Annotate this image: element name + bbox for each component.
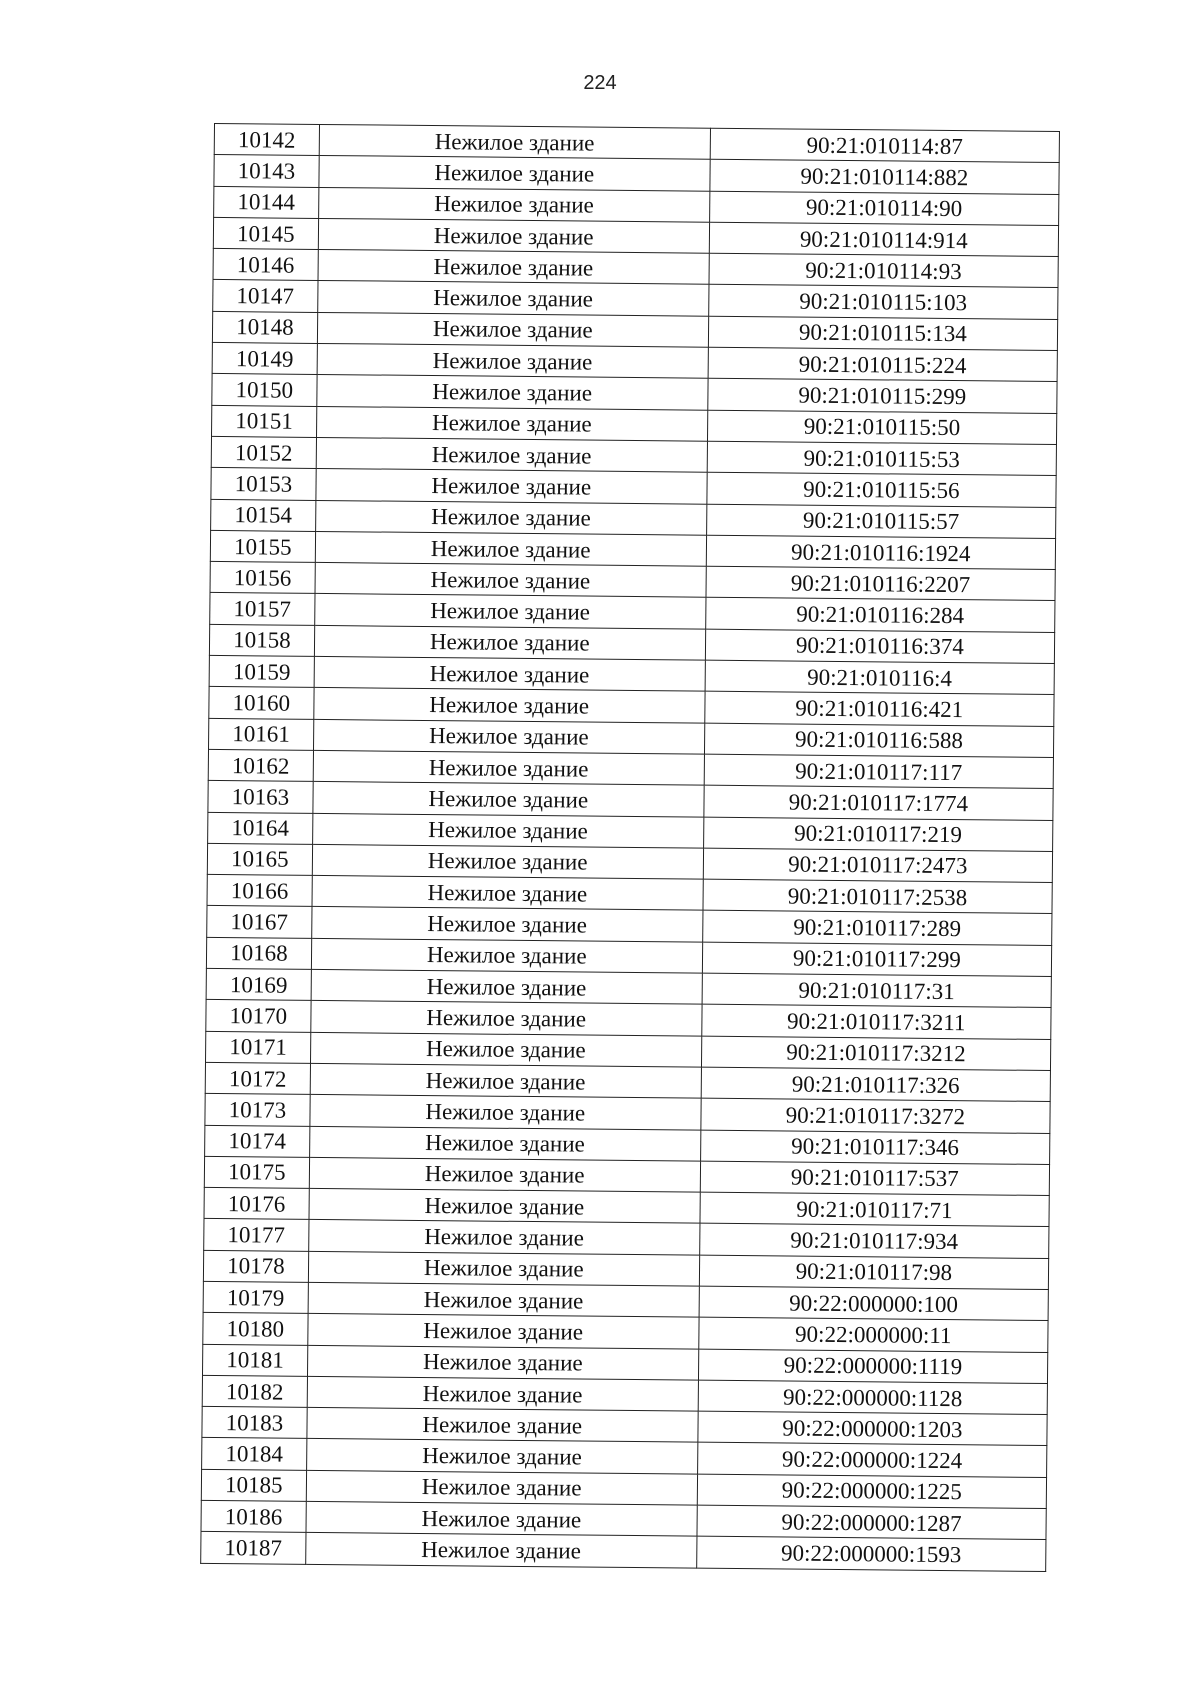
cadastral-number-cell: 90:21:010115:224: [708, 347, 1058, 382]
cadastral-number-cell: 90:21:010116:2207: [706, 566, 1056, 601]
row-number-cell: 10151: [212, 405, 317, 437]
cadastral-number-cell: 90:22:000000:1224: [697, 1443, 1047, 1478]
object-type-cell: Нежилое здание: [315, 531, 706, 566]
cadastral-number-cell: 90:21:010117:346: [700, 1130, 1050, 1165]
row-number-cell: 10159: [209, 655, 314, 687]
row-number-cell: 10157: [210, 593, 315, 625]
object-type-cell: Нежилое здание: [315, 500, 706, 535]
row-number-cell: 10167: [207, 906, 312, 938]
object-type-cell: Нежилое здание: [316, 437, 707, 472]
object-type-cell: Нежилое здание: [310, 1032, 701, 1067]
object-type-cell: Нежилое здание: [309, 1188, 700, 1223]
cadastral-number-cell: 90:21:010117:3272: [701, 1098, 1051, 1133]
object-type-cell: Нежилое здание: [306, 1439, 697, 1474]
row-number-cell: 10176: [204, 1187, 309, 1219]
cadastral-number-cell: 90:22:000000:1119: [698, 1349, 1048, 1384]
cadastral-number-cell: 90:21:010117:219: [703, 817, 1053, 852]
object-type-cell: Нежилое здание: [314, 625, 705, 660]
row-number-cell: 10153: [211, 468, 316, 500]
object-type-cell: Нежилое здание: [312, 813, 703, 848]
object-type-cell: Нежилое здание: [314, 656, 705, 691]
row-number-cell: 10172: [205, 1062, 310, 1094]
object-type-cell: Нежилое здание: [312, 844, 703, 879]
row-number-cell: 10170: [206, 1000, 311, 1032]
row-number-cell: 10145: [213, 217, 318, 249]
cadastral-number-cell: 90:21:010117:98: [699, 1255, 1049, 1290]
cadastral-number-cell: 90:22:000000:11: [699, 1317, 1049, 1352]
cadastral-number-cell: 90:21:010115:56: [707, 472, 1057, 507]
object-type-cell: Нежилое здание: [305, 1533, 696, 1568]
object-type-cell: Нежилое здание: [319, 124, 710, 159]
object-type-cell: Нежилое здание: [308, 1220, 699, 1255]
row-number-cell: 10147: [213, 280, 318, 312]
cadastral-number-cell: 90:21:010116:4: [705, 660, 1055, 695]
cadastral-number-cell: 90:22:000000:1225: [697, 1474, 1047, 1509]
cadastral-number-cell: 90:21:010117:326: [701, 1067, 1051, 1102]
row-number-cell: 10155: [210, 530, 315, 562]
object-type-cell: Нежилое здание: [307, 1376, 698, 1411]
cadastral-number-cell: 90:21:010117:2473: [703, 848, 1053, 883]
cadastral-number-cell: 90:21:010116:284: [705, 598, 1055, 633]
cadastral-number-cell: 90:21:010115:57: [706, 504, 1056, 539]
cadastral-number-cell: 90:21:010116:374: [705, 629, 1055, 664]
cadastral-number-cell: 90:22:000000:1593: [696, 1536, 1046, 1571]
row-number-cell: 10183: [202, 1407, 307, 1439]
object-type-cell: Нежилое здание: [310, 1063, 701, 1098]
row-number-cell: 10168: [206, 937, 311, 969]
row-number-cell: 10184: [202, 1438, 307, 1470]
cadastral-number-cell: 90:21:010116:1924: [706, 535, 1056, 570]
cadastral-number-cell: 90:21:010116:421: [705, 692, 1055, 727]
object-type-cell: Нежилое здание: [318, 187, 709, 222]
cadastral-number-cell: 90:21:010114:87: [710, 128, 1060, 163]
cadastral-number-cell: 90:21:010117:299: [702, 942, 1052, 977]
row-number-cell: 10142: [214, 123, 319, 155]
object-type-cell: Нежилое здание: [319, 156, 710, 191]
object-type-cell: Нежилое здание: [308, 1282, 699, 1317]
row-number-cell: 10175: [204, 1156, 309, 1188]
object-type-cell: Нежилое здание: [307, 1345, 698, 1380]
cadastral-number-cell: 90:21:010117:1774: [704, 785, 1054, 820]
table-row: [201, 1532, 1046, 1571]
cadastral-number-cell: 90:21:010117:289: [702, 911, 1052, 946]
object-type-cell: Нежилое здание: [306, 1501, 697, 1536]
object-type-cell: Нежилое здание: [308, 1314, 699, 1349]
cadastral-number-cell: 90:21:010117:117: [704, 754, 1054, 789]
object-type-cell: Нежилое здание: [314, 688, 705, 723]
cadastral-number-cell: 90:21:010114:90: [709, 191, 1059, 226]
row-number-cell: 10144: [214, 186, 319, 218]
row-number-cell: 10158: [209, 624, 314, 656]
cadastral-number-cell: 90:22:000000:100: [699, 1286, 1049, 1321]
row-number-cell: 10185: [201, 1469, 306, 1501]
row-number-cell: 10162: [208, 749, 313, 781]
cadastral-number-cell: 90:21:010115:50: [707, 410, 1057, 445]
row-number-cell: 10161: [209, 718, 314, 750]
row-number-cell: 10146: [213, 249, 318, 281]
object-type-cell: Нежилое здание: [313, 719, 704, 754]
object-type-cell: Нежилое здание: [312, 876, 703, 911]
object-type-cell: Нежилое здание: [313, 782, 704, 817]
row-number-cell: 10156: [210, 562, 315, 594]
cadastral-number-cell: 90:21:010116:588: [704, 723, 1054, 758]
row-number-cell: 10154: [211, 499, 316, 531]
object-type-cell: Нежилое здание: [310, 1095, 701, 1130]
cadastral-number-cell: 90:21:010115:299: [708, 379, 1058, 414]
row-number-cell: 10164: [208, 812, 313, 844]
object-type-cell: Нежилое здание: [317, 344, 708, 379]
object-type-cell: Нежилое здание: [318, 250, 709, 285]
cadastral-number-cell: 90:21:010115:103: [708, 285, 1058, 320]
table-body: [201, 123, 1060, 1571]
row-number-cell: 10174: [205, 1125, 310, 1157]
object-type-cell: Нежилое здание: [315, 563, 706, 598]
cadastral-number-cell: 90:21:010117:31: [702, 973, 1052, 1008]
cadastral-number-cell: 90:22:000000:1128: [698, 1380, 1048, 1415]
cadastral-number-cell: 90:21:010117:3212: [701, 1036, 1051, 1071]
cadastral-number-cell: 90:21:010115:53: [707, 441, 1057, 476]
cadastral-number-cell: 90:21:010115:134: [708, 316, 1058, 351]
object-type-cell: Нежилое здание: [311, 969, 702, 1004]
object-type-cell: Нежилое здание: [309, 1157, 700, 1192]
row-number-cell: 10173: [205, 1094, 310, 1126]
object-type-cell: Нежилое здание: [311, 1001, 702, 1036]
object-type-cell: Нежилое здание: [316, 406, 707, 441]
cadastral-number-cell: 90:21:010114:914: [709, 222, 1059, 257]
row-number-cell: 10148: [212, 311, 317, 343]
object-type-cell: Нежилое здание: [308, 1251, 699, 1286]
row-number-cell: 10180: [203, 1313, 308, 1345]
cadastral-number-cell: 90:22:000000:1287: [697, 1505, 1047, 1540]
row-number-cell: 10165: [207, 843, 312, 875]
object-type-cell: Нежилое здание: [317, 312, 708, 347]
row-number-cell: 10163: [208, 781, 313, 813]
cadastral-number-cell: 90:21:010117:934: [699, 1224, 1049, 1259]
object-type-cell: Нежилое здание: [306, 1470, 697, 1505]
cadastral-number-cell: 90:22:000000:1203: [698, 1411, 1048, 1446]
object-type-cell: Нежилое здание: [311, 907, 702, 942]
page-number: 224: [583, 72, 617, 94]
object-type-cell: Нежилое здание: [317, 375, 708, 410]
object-type-cell: Нежилое здание: [314, 594, 705, 629]
object-type-cell: Нежилое здание: [307, 1408, 698, 1443]
row-number-cell: 10160: [209, 687, 314, 719]
row-number-cell: 10166: [207, 875, 312, 907]
object-type-cell: Нежилое здание: [313, 750, 704, 785]
object-type-cell: Нежилое здание: [316, 469, 707, 504]
row-number-cell: 10143: [214, 155, 319, 187]
object-type-cell: Нежилое здание: [309, 1126, 700, 1161]
cadastral-number-cell: 90:21:010114:882: [710, 159, 1060, 194]
row-number-cell: 10150: [212, 374, 317, 406]
row-number-cell: 10169: [206, 968, 311, 1000]
row-number-cell: 10186: [201, 1500, 306, 1532]
row-number-cell: 10178: [203, 1250, 308, 1282]
object-type-cell: Нежилое здание: [317, 281, 708, 316]
cadastral-number-cell: 90:21:010117:71: [700, 1192, 1050, 1227]
row-number-cell: 10149: [212, 343, 317, 375]
object-type-cell: Нежилое здание: [318, 218, 709, 253]
property-register-table: [200, 123, 1060, 1572]
row-number-cell: 10179: [203, 1281, 308, 1313]
cadastral-number-cell: 90:21:010114:93: [709, 253, 1059, 288]
cadastral-number-cell: 90:21:010117:2538: [703, 879, 1053, 914]
cadastral-number-cell: 90:21:010117:3211: [702, 1004, 1052, 1039]
row-number-cell: 10181: [202, 1344, 307, 1376]
row-number-cell: 10152: [211, 436, 316, 468]
row-number-cell: 10171: [206, 1031, 311, 1063]
row-number-cell: 10177: [204, 1219, 309, 1251]
row-number-cell: 10187: [201, 1532, 306, 1564]
object-type-cell: Нежилое здание: [311, 938, 702, 973]
row-number-cell: 10182: [202, 1375, 307, 1407]
cadastral-number-cell: 90:21:010117:537: [700, 1161, 1050, 1196]
